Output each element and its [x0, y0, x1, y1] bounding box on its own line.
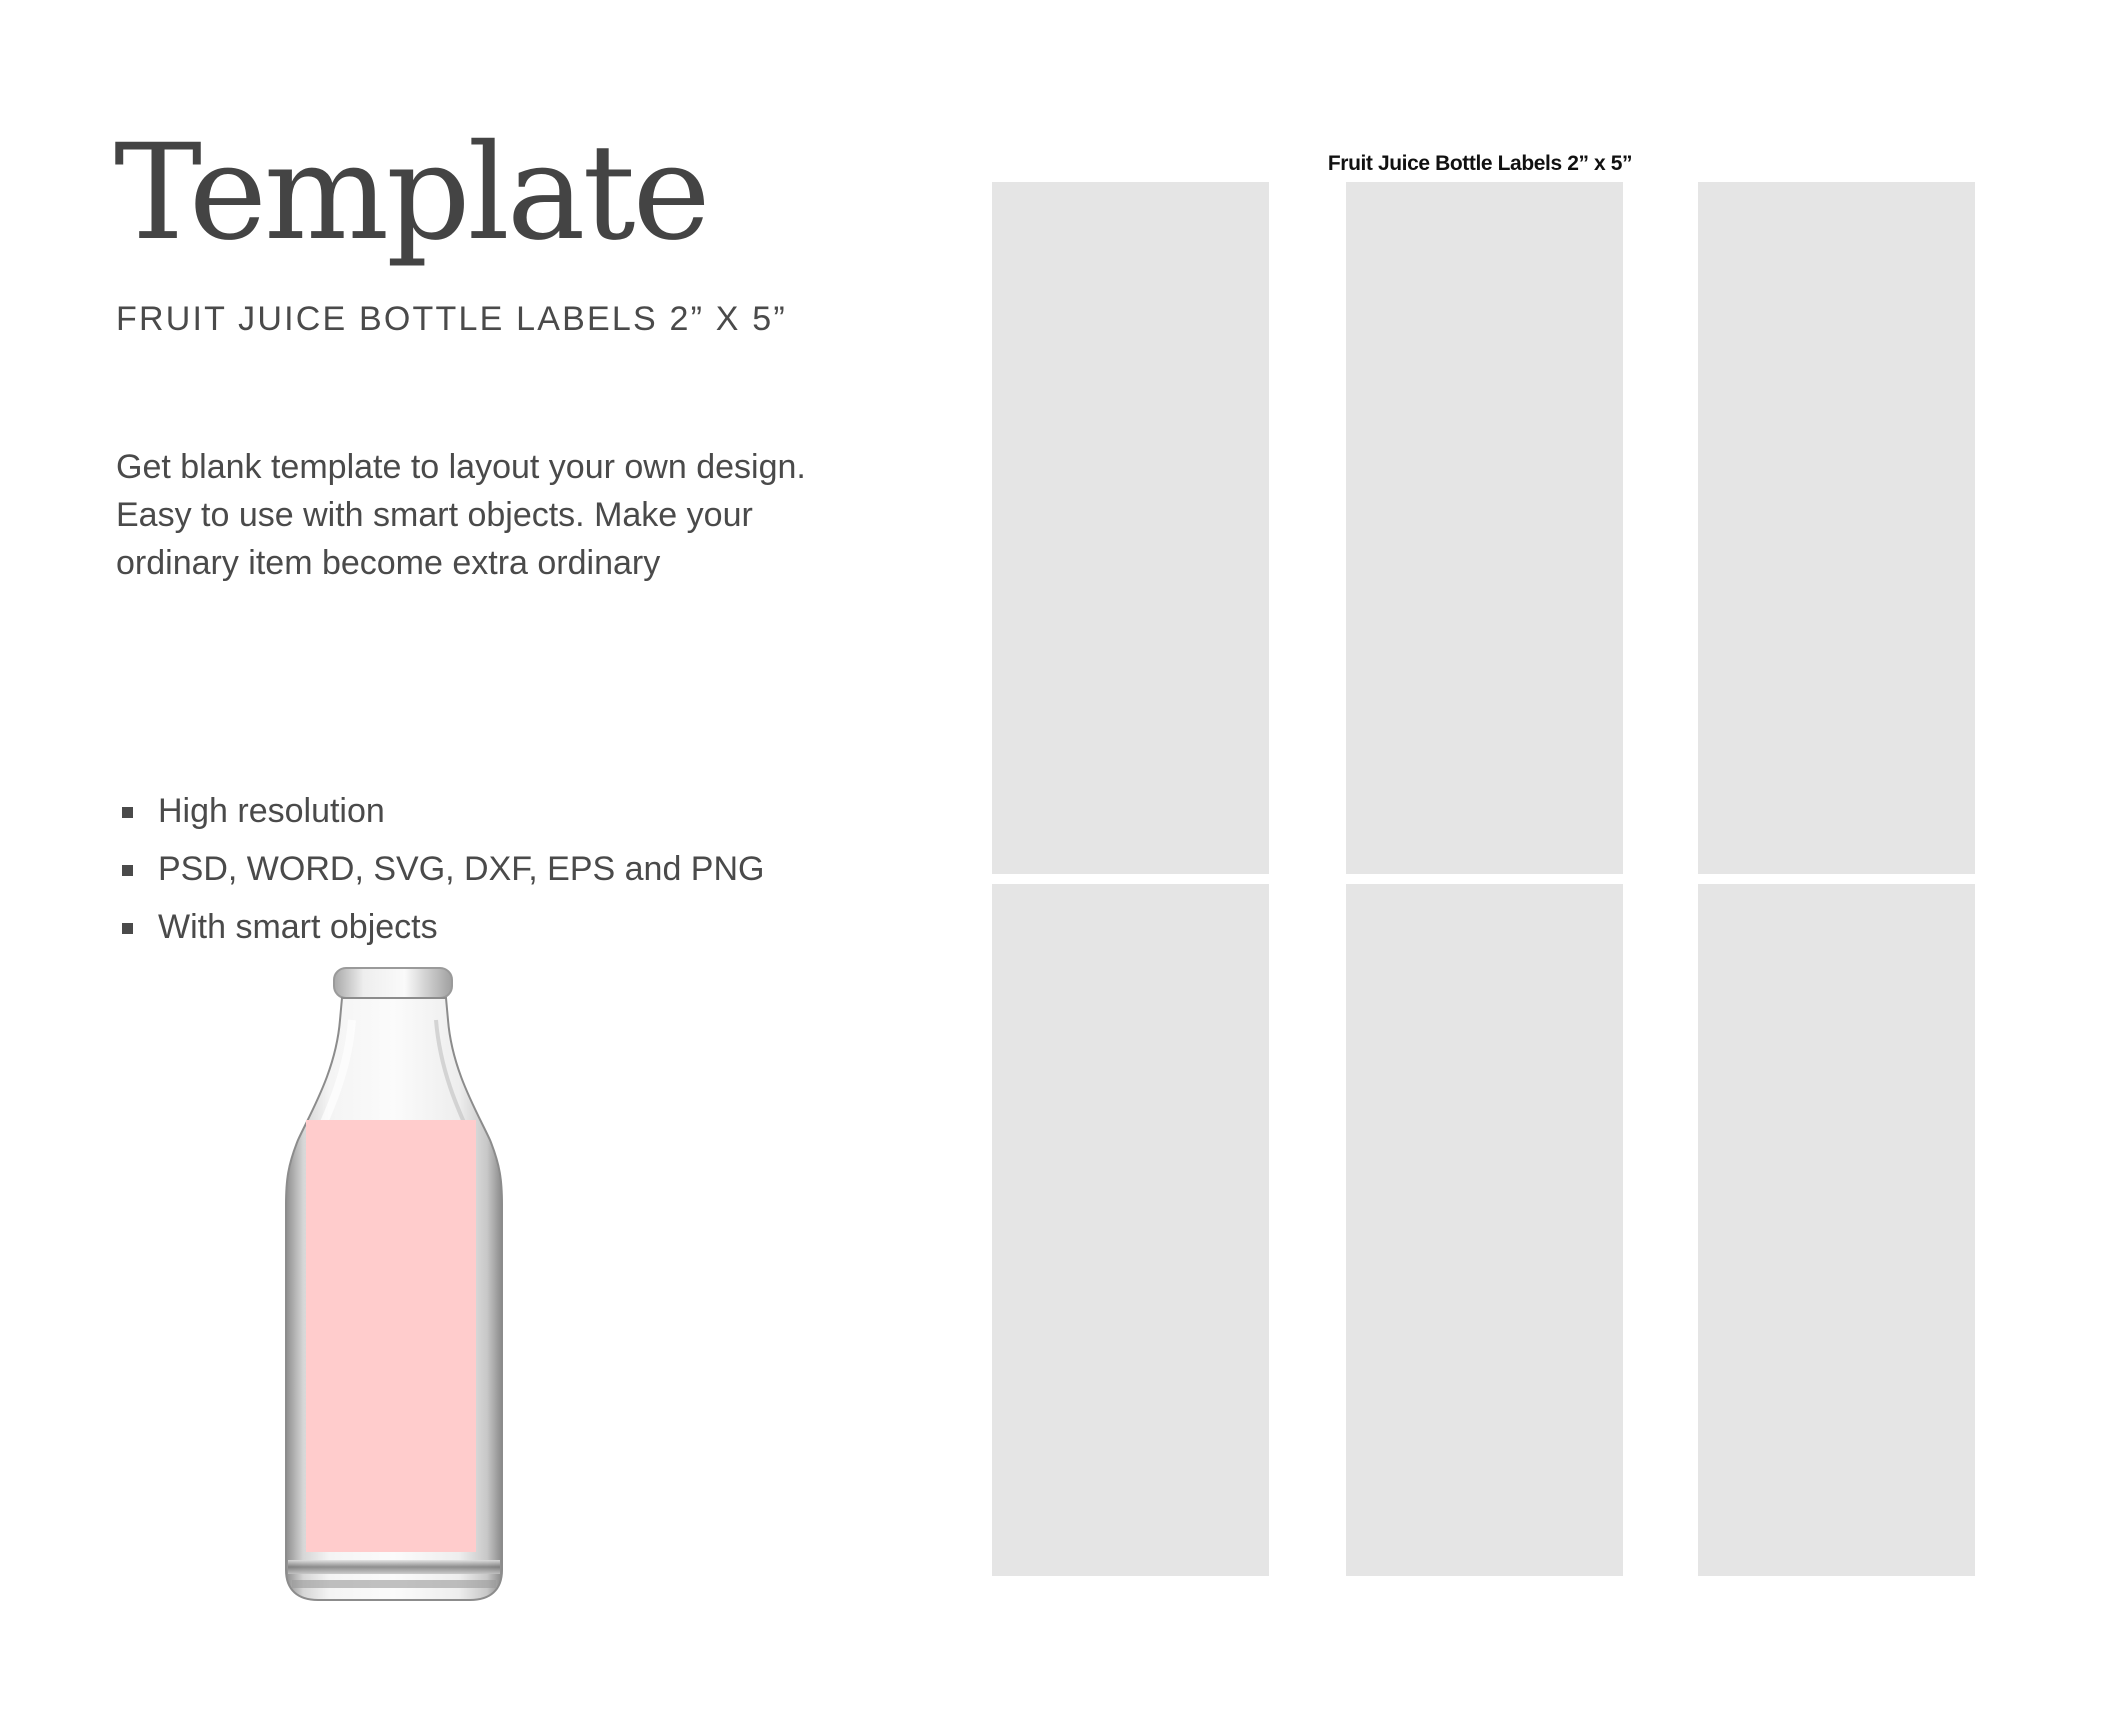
feature-item	[116, 840, 765, 898]
feature-label: With smart objects	[158, 908, 438, 946]
feature-item	[116, 898, 765, 956]
sheet-title: Fruit Juice Bottle Labels 2” x 5”	[1327, 152, 1633, 175]
label-slot	[1698, 182, 1975, 874]
label-slot	[1346, 884, 1623, 1576]
square-bullet-icon	[122, 807, 133, 818]
label-slot	[1698, 884, 1975, 1576]
label-slot	[992, 884, 1269, 1576]
square-bullet-icon	[122, 923, 133, 934]
description-text: Get blank template to layout your own design. Easy to use with smart objects. Make your ordinary item become extra ordinary	[116, 448, 806, 582]
feature-label: PSD, WORD, SVG, DXF, EPS and PNG	[158, 850, 765, 888]
bottle-label-area	[306, 1120, 476, 1552]
info-panel	[114, 116, 834, 946]
page-subtitle: FRUIT JUICE BOTTLE LABELS 2” X 5”	[116, 300, 787, 338]
square-bullet-icon	[122, 865, 133, 876]
feature-list	[116, 782, 765, 956]
page-title: Template	[114, 116, 708, 270]
feature-item	[116, 782, 765, 840]
label-slot	[992, 182, 1269, 874]
feature-label: High resolution	[158, 792, 385, 830]
label-slot	[1346, 182, 1623, 874]
glass-bottle-icon	[280, 960, 508, 1610]
bottle-illustration	[280, 960, 508, 1610]
